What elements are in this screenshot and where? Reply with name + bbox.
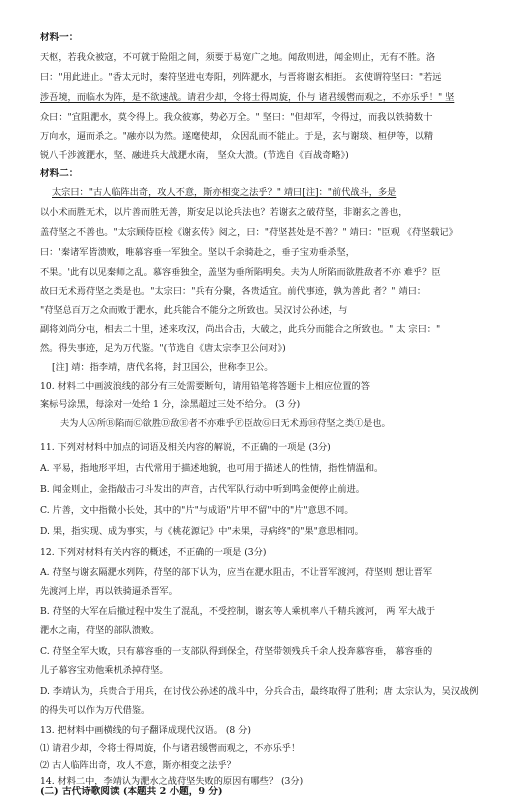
section-2-title: (二) 古代诗歌阅读 (本题共 2 小题，9 分) — [40, 786, 223, 797]
material1-line: 曰："用此进止。"香太元时，秦符坚进屯寿阳，列阵淝水，与晋将谢玄相拒。 玄使谓符坚曰："若远 — [40, 72, 442, 83]
annotation-note: [注] 靖：指李靖，唐代名将，封卫国公，世称李卫公。 — [52, 362, 274, 373]
material1-heading: 材料一： — [40, 32, 79, 43]
question-12-option-b-cont: 淝水之南，苻坚的部队溃败。 — [40, 625, 160, 636]
material2-line: 曰：'秦诸军皆溃败，唯慕容垂一军独全。坚以千余骑赴之，垂子宝劝垂杀坚， — [40, 247, 355, 258]
question-10-stem: 10. 材料二中画波浪线的部分有三处需要断句，请用铅笔将答题卡上相应位置的答 — [40, 381, 370, 392]
question-12-option-c-cont: 儿子慕容宝劝他乘机杀掉苻坚。 — [40, 665, 169, 676]
question-11-option-c: C. 片善，文中指微小长处，其中的"片"与成语"片甲不留"中的"片"意思不同。 — [40, 505, 354, 516]
question-13-stem: 13. 把材料中画横线的句子翻译成现代汉语。 (8 分) — [40, 725, 251, 736]
question-12-option-d-cont: 的得失可以作为万代借鉴。 — [40, 705, 151, 716]
question-12-option-b: B. 苻坚的大军在后撤过程中发生了混乱，不受控制，谢玄等人乘机率八千精兵渡河， 两 军大战于 — [40, 606, 436, 617]
question-12-option-a: A. 苻坚与谢玄隔淝水列阵，苻坚的部下认为，应当在淝水阻击，不让晋军渡河，苻坚则 想让晋军 — [40, 567, 433, 578]
question-13-item-2: ⑵ 古人临阵出奇，攻人不意，斯亦相变之法乎？ — [40, 760, 236, 771]
question-10-stem-line2: 案标号涂黑，每涂对一处给 1 分，涂黑超过三处不给分。 (3 分) — [40, 399, 301, 410]
material1-line: 天枢，若我众被寇，不可就于险阻之间，须要于易宽广之地。闻敌则进，闻金则止，无有不胜。洛 — [40, 52, 436, 63]
question-12-stem: 12. 下列对材料有关内容的概述，不正确的一项是 (3分) — [40, 547, 267, 558]
question-11-option-b: B. 闻金则止，金指敲击刁斗发出的声音，古代军队行动中听到鸣金便停止前进。 — [40, 484, 365, 495]
question-11-option-d: D. 果，指实现、成为事实，与《桃花源记》中"未果，寻病终"的"果"意思相同。 — [40, 526, 364, 537]
material1-line: 锐八千涉渡淝水，坚、融进兵大战淝水南， 坚众大溃。(节选自《百战奇略》) — [40, 150, 349, 161]
material2-line: 盖苻坚之不善也。"太宗顾侍臣检《谢玄传》阅之，曰："苻坚甚处是不善？" 靖曰："臣观 《苻坚载记》 — [40, 227, 458, 238]
question-14-stem: 14. 材料二中，李靖认为淝水之战苻坚失败的原因有哪些？ (3分) — [40, 776, 304, 787]
material2-line: 然。得失事迹，足为万代鉴。"(节选自《唐太宗李卫公问对》) — [40, 343, 286, 354]
question-13-item-1: ⑴ 请君少却，令将士得周旋，仆与诸君缓辔而观之，不亦乐乎！ — [40, 743, 301, 754]
question-10-sentence: 夫为人Ⓐ所Ⓑ陷而Ⓒ欲胜Ⓓ敌Ⓔ者不亦难乎Ⓕ臣故Ⓖ曰无术焉Ⓗ苻坚之类Ⓘ是也。 — [60, 418, 391, 429]
material1-line-underlined: 涉吾境，而临水为阵，是不欲速战。请君少却，令将士得周旋，仆与 诸君缓辔而观之，不亦乐乎！" 坚 — [40, 92, 455, 103]
material2-heading: 材料二： — [40, 168, 79, 179]
question-12-option-d: D. 李靖认为，兵贵合于用兵，在讨伐公孙述的战斗中，分兵合击，最终取得了胜利；唐 太宗认为，吴汉战例 — [40, 686, 479, 697]
material1-line: 万向水，逼而杀之。"融亦以为然。遂麾使却， 众因乱而不能止。于是，玄与谢琰、桓伊等，以精 — [40, 131, 434, 142]
material2-line: 以小术而胜无术，以片善而胜无善，斯安足以论兵法也？若谢玄之破苻坚，非谢玄之善也， — [40, 207, 408, 218]
material2-line-underlined: 太宗曰："古人临阵出奇，攻人不意，斯亦相变之法乎？" 靖曰[注]："前代战斗，多是 — [52, 187, 397, 198]
question-12-option-c: C. 苻坚全军大败，只有慕容垂的一支部队得到保全，苻坚带领残兵千余人投奔慕容垂， 慕容垂的 — [40, 646, 433, 657]
question-12-option-a-cont: 先渡河上岸，再以铁骑逼杀晋军。 — [40, 586, 178, 597]
material2-line: 副将刘尚分屯，相去二十里，述来攻汉，尚出合击，大破之，此兵分而能合之所致也。" 太 宗曰：" — [40, 324, 441, 335]
material2-line: "苻坚总百万之众而败于淝水，此兵能合不能分之所致也。吴汉讨公孙述，与 — [40, 305, 348, 316]
question-11-stem: 11. 下列对材料中加点的词语及相关内容的解说，不正确的一项是 (3分) — [40, 442, 331, 453]
material2-line: 不果。'此有以见秦师之乱。慕容垂独全，盖坚为垂所陷明矣。夫为人所陷而欲胜敌者不亦 难乎？臣 — [40, 267, 441, 278]
material2-line: 故曰无术焉苻坚之类是也。"太宗曰："兵有分聚，各贵适宜。前代事迹，孰为善此 者？" 靖曰： — [40, 286, 427, 297]
question-11-option-a: A. 平易，指地形平坦，古代常用于描述地貌，也可用于描述人的性情，指性情温和。 — [40, 463, 384, 474]
material1-line: 众曰："宜阻淝水，莫令得上。我众彼寡，势必万全。" 坚曰："但却军，令得过，而我以铁骑数十 — [40, 112, 433, 123]
